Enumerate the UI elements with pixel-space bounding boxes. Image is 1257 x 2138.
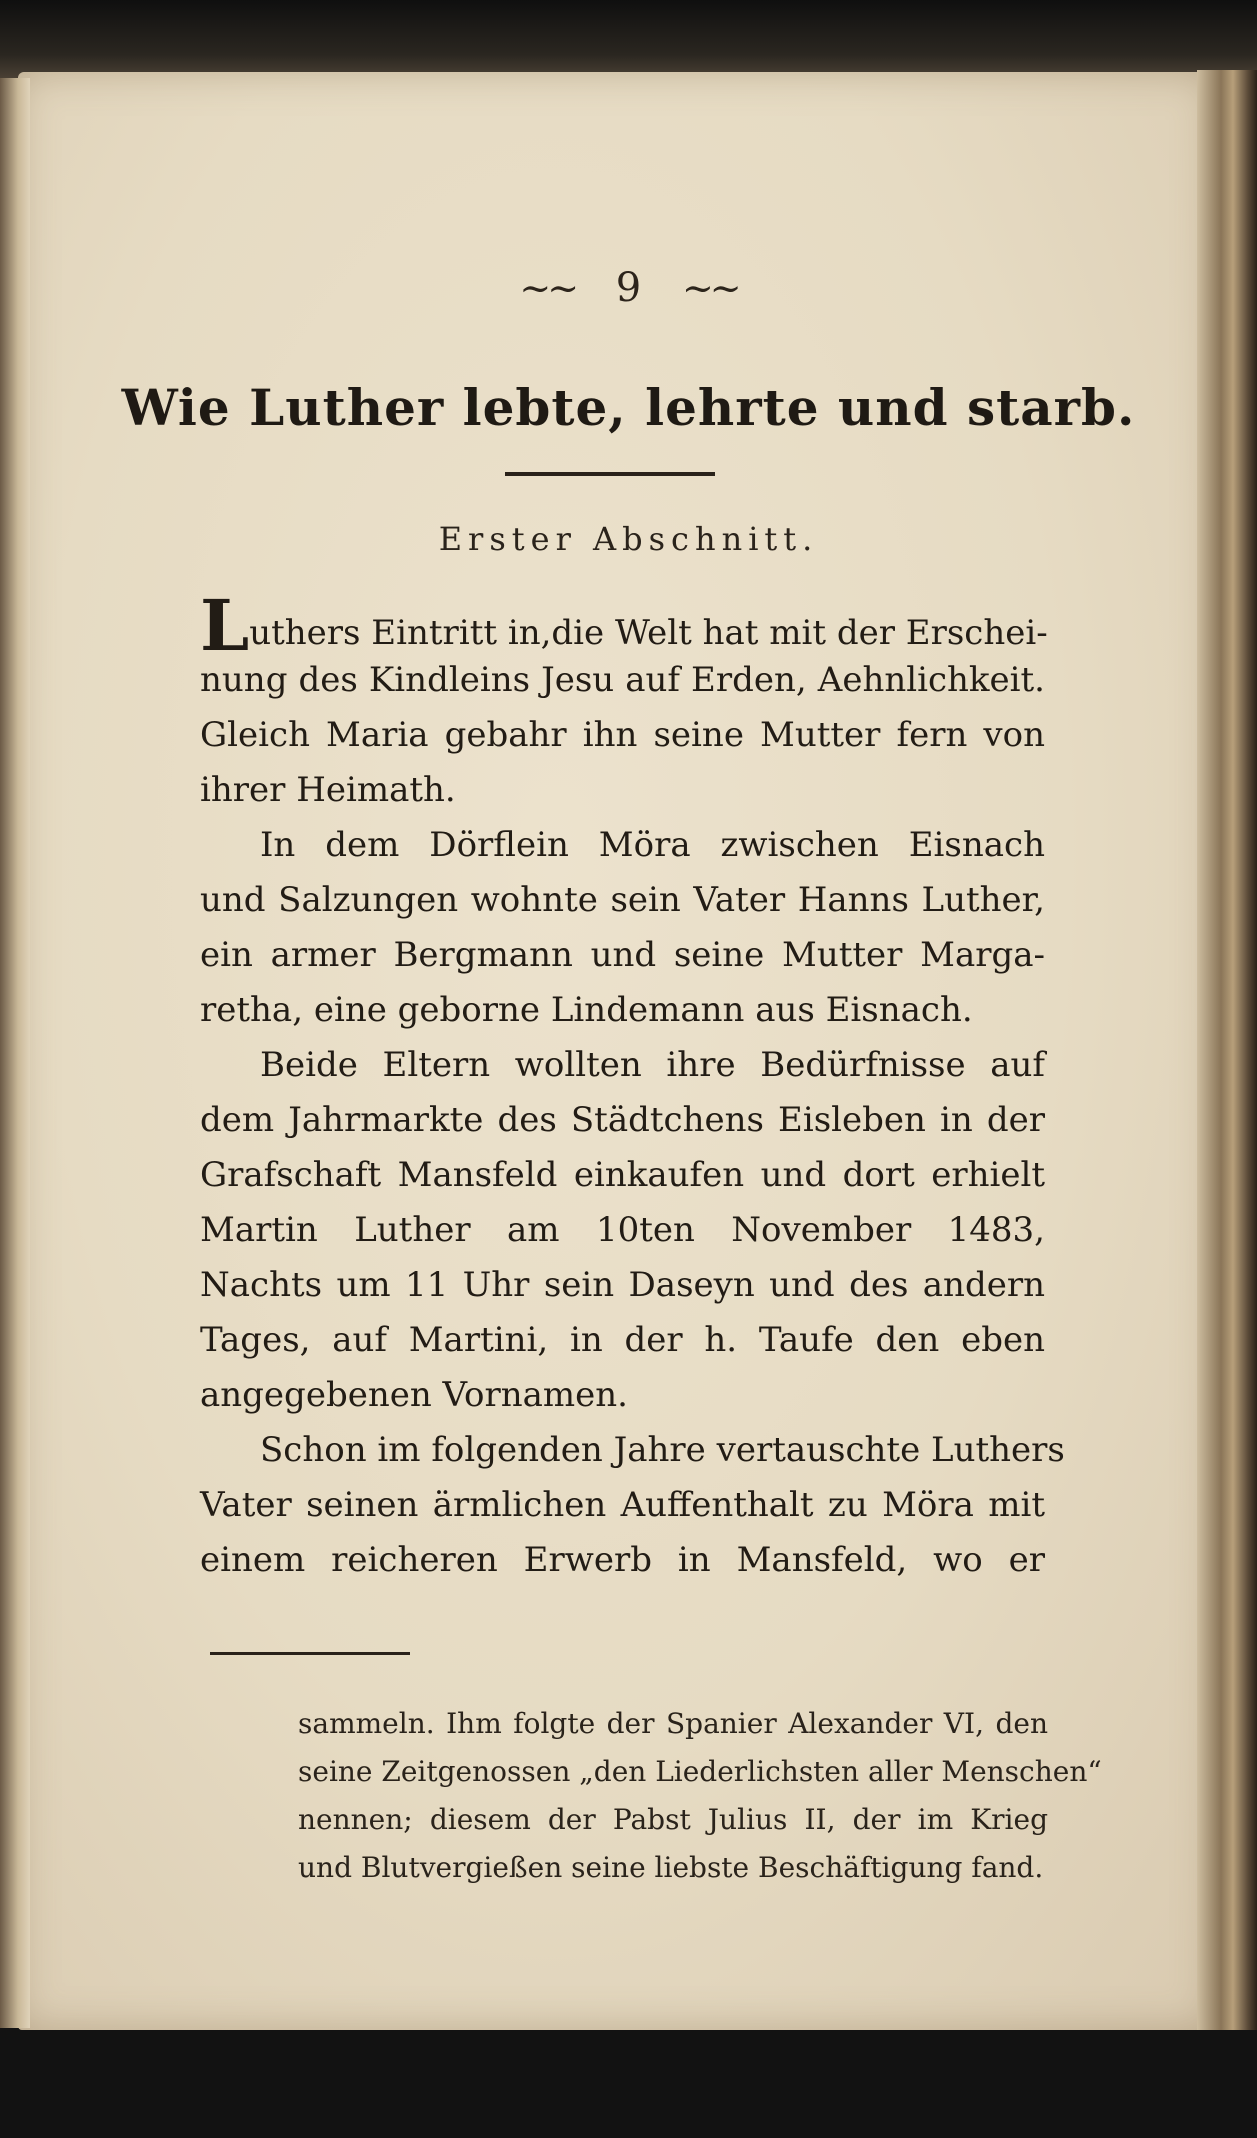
text-line: nung des Kindleins Jesu auf Erden, Aehnlichkeit. [200,660,1045,700]
text-line: und Salzungen wohnte sein Vater Hanns Luther, [200,880,1045,920]
chapter-title: Wie Luther lebte, lehrte und starb. [121,378,1136,437]
text-line: Vater seinen ärmlichen Auffenthalt zu Möra mit [200,1485,1045,1525]
text-line: dem Jahrmarkte des Städtchens Eisleben in der [200,1100,1045,1140]
dropcap: L [200,584,250,667]
title-divider [505,472,715,476]
section-heading: Erster Abschnitt. [438,520,819,558]
footnote-line: seine Zeitgenossen „den Liederlichsten aller Menschen“ [298,1755,1102,1788]
text-line: In dem Dörflein Möra zwischen Eisnach [260,825,1045,865]
text-line: Beide Eltern wollten ihre Bedürfnisse auf [260,1045,1045,1085]
ornament-left-icon: ~~ [519,266,576,310]
text-line: einem reicheren Erwerb in Mansfeld, wo er [200,1540,1045,1580]
text-line: Gleich Maria gebahr ihn seine Mutter fern von [200,715,1045,755]
text-line: Martin Luther am 10ten November 1483, [200,1210,1045,1250]
body-text [200,584,1065,1588]
footnote [298,1700,1102,1892]
footnote-line: nennen; diesem der Pabst Julius II, der im Krieg [298,1803,1048,1836]
ornament-right-icon: ~~ [681,266,738,310]
page-header [0,262,1257,311]
text-line: Grafschaft Mansfeld einkaufen und dort erhielt [200,1155,1045,1195]
text-line: Nachts um 11 Uhr sein Daseyn und des andern [200,1265,1045,1305]
footnote-divider [210,1652,410,1655]
page-number: 9 [615,265,642,311]
text-line: Luthers Eintritt in,die Welt hat mit der Erschei- [200,584,1048,667]
text-line: Tages, auf Martini, in der h. Taufe den eben [200,1320,1045,1360]
footnote-line: sammeln. Ihm folgte der Spanier Alexander VI, den [298,1707,1048,1740]
text-line: angegebenen Vornamen. [200,1375,628,1415]
text-line: Schon im folgenden Jahre vertauschte Luthers [260,1430,1065,1470]
text-line: retha, eine geborne Lindemann aus Eisnach. [200,990,973,1030]
footnote-line: und Blutvergießen seine liebste Beschäftigung fand. [298,1851,1044,1884]
text-line: ein armer Bergmann und seine Mutter Marga- [200,935,1045,975]
text-line: ihrer Heimath. [200,770,456,810]
